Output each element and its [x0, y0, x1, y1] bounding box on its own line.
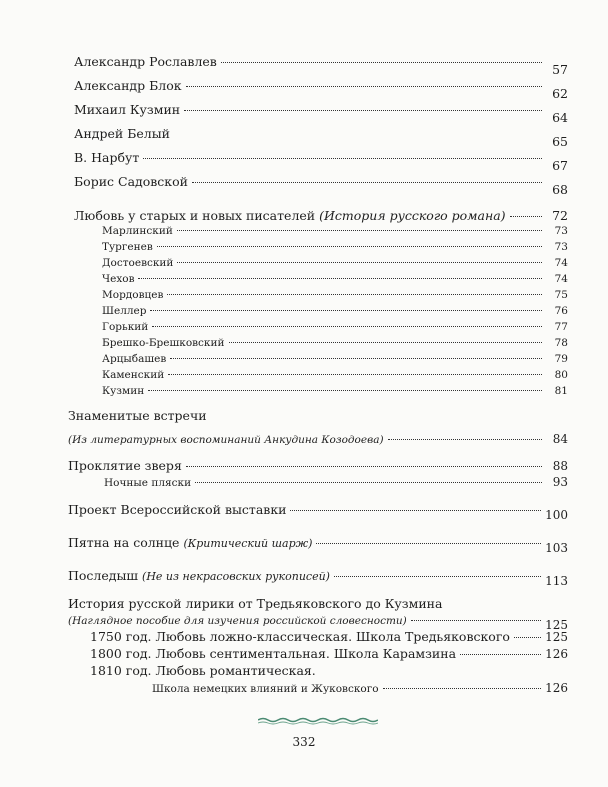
dot-leader — [170, 358, 542, 359]
dot-leader — [510, 216, 542, 217]
toc-subentry — [102, 273, 568, 285]
toc-entry-title: Школа немецких влияний и Жуковского — [152, 683, 379, 695]
dot-leader — [514, 637, 541, 638]
toc-entry-page: 67 — [552, 158, 568, 173]
toc-subentry — [104, 475, 568, 489]
dot-leader — [290, 510, 541, 511]
toc-entry-page: 72 — [552, 208, 568, 223]
toc-entry-title: Брешко-Брешковский — [102, 337, 225, 349]
toc-entry-title: Знаменитые встречи — [68, 408, 207, 423]
toc-entry — [74, 102, 568, 125]
toc-entry-title: Александр Блок — [74, 78, 182, 93]
toc-entry-subtitle: (Из литературных воспоминаний Анкудина Козодоева) — [68, 434, 384, 446]
toc-entry-subtitle: (История русского романа) — [319, 208, 506, 223]
toc-entry-page: 79 — [554, 353, 568, 365]
dot-leader — [177, 262, 542, 263]
toc-entry-title: Мордовцев — [102, 289, 164, 301]
page-number: 332 — [292, 735, 316, 749]
toc-entry-title: Горький — [102, 321, 149, 333]
toc-entry-page: 80 — [554, 369, 568, 381]
toc-entry-title: Тургенев — [102, 241, 153, 253]
toc-entry-title: Кузмин — [102, 385, 145, 397]
dot-leader — [383, 688, 542, 689]
dot-leader — [148, 390, 542, 391]
dot-leader — [186, 466, 542, 467]
toc-entry-title: Михаил Кузмин — [74, 102, 181, 117]
dot-leader — [460, 654, 541, 655]
toc-entry-page: 100 — [545, 508, 568, 522]
toc-subentry — [102, 257, 568, 269]
dot-leader — [186, 86, 542, 87]
toc-entry-title: Проклятие зверя — [68, 458, 182, 473]
toc-subentry — [90, 629, 568, 644]
toc-entry-subtitle: (Наглядное пособие для изучения российской словесности) — [68, 615, 407, 627]
toc-entry — [68, 535, 568, 555]
toc-entry-title: Проект Всероссийской выставки — [68, 502, 287, 517]
toc-entry — [68, 568, 568, 588]
toc-entry-title: История русской лирики от Тредьяковского до Кузмина — [68, 596, 443, 611]
dot-leader — [221, 62, 542, 63]
dot-leader — [150, 310, 542, 311]
toc-entry-page: 74 — [554, 273, 568, 285]
dot-leader — [138, 278, 542, 279]
toc-entry — [68, 458, 568, 473]
toc-entry-page: 93 — [552, 475, 568, 489]
dot-leader — [152, 326, 542, 327]
toc-entry-title: Арцыбашев — [102, 353, 167, 365]
toc-entry — [68, 596, 568, 611]
toc-subentry — [152, 681, 568, 695]
toc-entry-title: 1800 год. Любовь сентиментальная. Школа Карамзина — [90, 646, 457, 661]
toc-entry — [68, 502, 568, 522]
dot-leader — [411, 620, 541, 621]
toc-entry-page: 84 — [552, 432, 568, 446]
toc-subentry — [102, 353, 568, 365]
toc-entry-page: 73 — [554, 225, 568, 237]
toc-entry-page: 74 — [554, 257, 568, 269]
toc-entry — [68, 432, 568, 446]
dot-leader — [229, 342, 543, 343]
dot-leader — [195, 482, 542, 483]
toc-subentry — [102, 241, 568, 253]
dot-leader — [334, 576, 541, 577]
toc-entry-page: 76 — [554, 305, 568, 317]
toc-entry-title: Борис Садовской — [74, 174, 188, 189]
toc-entry-title: Достоевский — [102, 257, 174, 269]
toc-entry-page: 103 — [545, 541, 568, 555]
toc-entry-title: Марлинский — [102, 225, 173, 237]
toc-entry-title: 1810 год. Любовь романтическая. — [90, 663, 316, 678]
toc-entry-page: 73 — [554, 241, 568, 253]
toc-entry-title: Пятна на солнце (Критический шарж) — [68, 535, 313, 550]
toc-entry-title: Андрей Белый — [74, 126, 171, 141]
toc-entry-page: 62 — [552, 86, 568, 101]
dot-leader — [316, 543, 541, 544]
toc-entry-page: 64 — [552, 110, 568, 125]
toc-subentry — [90, 663, 568, 678]
toc-subentry — [102, 305, 568, 317]
toc-entry-title: Любовь у старых и новых писателей (История русского романа) — [74, 208, 506, 223]
toc-entry — [74, 150, 568, 173]
toc-entry-page: 126 — [545, 647, 568, 661]
toc-entry — [68, 613, 568, 632]
toc-entry — [74, 174, 568, 197]
toc-entry-page: 75 — [554, 289, 568, 301]
toc-subentry — [90, 646, 568, 661]
toc-entry — [74, 126, 568, 149]
toc-section-heading — [74, 208, 568, 223]
toc-entry-title: 1750 год. Любовь ложно-классическая. Школа Тредьяковского — [90, 629, 510, 644]
toc-entry-page: 125 — [545, 630, 568, 644]
wavy-divider — [258, 716, 378, 726]
toc-subentry — [102, 337, 568, 349]
toc-entry-title: Чехов — [102, 273, 135, 285]
dot-leader — [143, 158, 542, 159]
toc-entry-title: Каменский — [102, 369, 165, 381]
toc-subentry — [102, 385, 568, 397]
toc-entry — [68, 408, 568, 423]
dot-leader — [167, 294, 542, 295]
toc-entry-page: 125 — [545, 618, 568, 632]
toc-entry-title: Шеллер — [102, 305, 147, 317]
toc-subentry — [102, 289, 568, 301]
dot-leader — [157, 246, 542, 247]
toc-entry-page: 57 — [552, 62, 568, 77]
toc-entry-page: 126 — [545, 681, 568, 695]
dot-leader — [177, 230, 542, 231]
dot-leader — [388, 439, 542, 440]
toc-entry-page: 65 — [552, 134, 568, 149]
toc-entry-subtitle: (Критический шарж) — [183, 537, 313, 550]
toc-entry-page: 68 — [552, 182, 568, 197]
toc-entry-title: В. Нарбут — [74, 150, 140, 165]
dot-leader — [184, 110, 542, 111]
toc-entry-title: Александр Рославлев — [74, 54, 217, 69]
toc-entry — [74, 54, 568, 77]
toc-subentry — [102, 225, 568, 237]
dot-leader — [192, 182, 542, 183]
toc-entry-subtitle: (Не из некрасовских рукописей) — [142, 570, 330, 583]
toc-subentry — [102, 369, 568, 381]
toc-entry — [74, 78, 568, 101]
toc-entry-page: 88 — [552, 459, 568, 473]
toc-entry-page: 77 — [554, 321, 568, 333]
toc-entry-title: Последыш (Не из некрасовских рукописей) — [68, 568, 330, 583]
toc-entry-page: 113 — [545, 574, 568, 588]
toc-entry-page: 78 — [554, 337, 568, 349]
dot-leader — [168, 374, 542, 375]
toc-entry-page: 81 — [554, 385, 568, 397]
toc-subentry — [102, 321, 568, 333]
toc-entry-title: Ночные пляски — [104, 477, 192, 489]
